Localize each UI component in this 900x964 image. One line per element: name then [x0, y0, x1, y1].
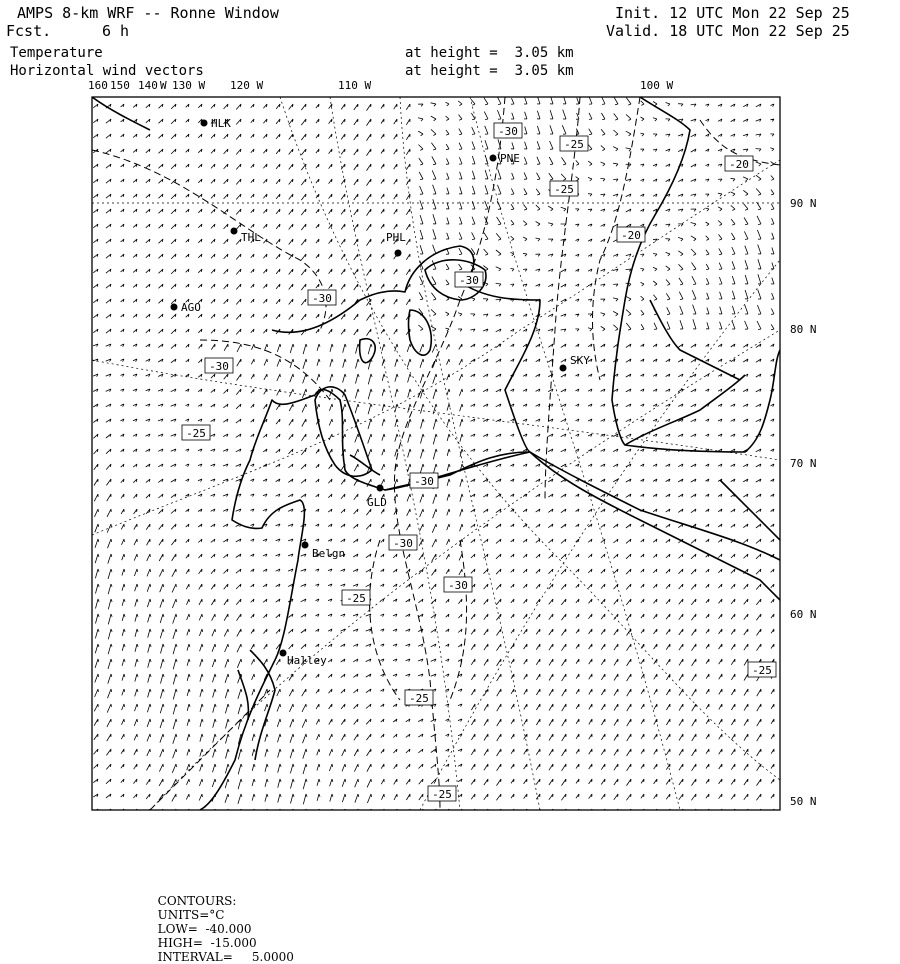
- graticule: [92, 97, 780, 810]
- contours-label: CONTOURS:: [157, 894, 237, 908]
- station-label: SKY: [570, 354, 590, 367]
- contour-label: -30: [448, 579, 468, 592]
- contour-label: -30: [209, 360, 229, 373]
- coastlines: [92, 97, 780, 810]
- height-temperature: at height = 3.05 km: [405, 45, 574, 61]
- station-label: PNE: [500, 152, 520, 165]
- contour-low: LOW= -40.000: [157, 922, 252, 936]
- map-border: [92, 97, 780, 810]
- lon-label: 130 W: [172, 79, 206, 92]
- lon-label: 160: [88, 79, 108, 92]
- longitude-labels: [88, 79, 673, 92]
- contour-label: -25: [564, 138, 584, 151]
- station-marker: [302, 542, 309, 549]
- station-label: HLK: [211, 117, 231, 130]
- contour-interval: INTERVAL= 5.0000: [157, 950, 294, 964]
- latitude-labels: [790, 197, 817, 808]
- contour-label: -30: [459, 274, 479, 287]
- contour-label: -25: [409, 692, 429, 705]
- station-label: Halley: [287, 654, 327, 667]
- contour-label: -30: [498, 125, 518, 138]
- lat-label: 50 N: [790, 795, 817, 808]
- field-temperature: Temperature: [10, 45, 103, 61]
- contour-label: -30: [414, 475, 434, 488]
- field-wind: Horizontal wind vectors: [10, 63, 204, 79]
- contour-legend: [150, 880, 300, 964]
- contour-label: -25: [346, 592, 366, 605]
- lat-label: 80 N: [790, 323, 817, 336]
- contour-label: -25: [554, 183, 574, 196]
- contour-label: -25: [186, 427, 206, 440]
- station-label: GLD: [367, 496, 387, 509]
- contour-label: -20: [729, 158, 749, 171]
- forecast-hours: 6 h: [102, 22, 130, 40]
- station-marker: [377, 485, 384, 492]
- station-marker: [171, 304, 178, 311]
- temperature-contours: [92, 97, 780, 810]
- contour-high: HIGH= -15.000: [157, 936, 257, 950]
- station-marker: [490, 155, 497, 162]
- valid-time: Valid. 18 UTC Mon 22 Sep 25: [606, 22, 850, 40]
- contour-label: -30: [312, 292, 332, 305]
- lon-label: 100 W: [640, 79, 674, 92]
- lat-label: 70 N: [790, 457, 817, 470]
- station-marker: [280, 650, 287, 657]
- contour-label: -20: [621, 229, 641, 242]
- init-time: Init. 12 UTC Mon 22 Sep 25: [615, 4, 850, 22]
- station-marker: [231, 228, 238, 235]
- model-title: AMPS 8-km WRF -- Ronne Window: [17, 4, 279, 22]
- station-label: AGO: [181, 301, 201, 314]
- contour-label: -25: [432, 788, 452, 801]
- station-marker: [201, 120, 208, 127]
- station-label: PHL: [386, 231, 406, 244]
- lat-label: 60 N: [790, 608, 817, 621]
- height-wind: at height = 3.05 km: [405, 63, 574, 79]
- station-marker: [560, 365, 567, 372]
- lon-label: W: [160, 79, 167, 92]
- station-label: THL: [241, 231, 261, 244]
- lon-label: 110 W: [338, 79, 372, 92]
- lon-label: 150: [110, 79, 130, 92]
- contour-label: -30: [393, 537, 413, 550]
- station-marker: [395, 250, 402, 257]
- forecast-label: Fcst.: [6, 22, 52, 40]
- station-label: Belgn: [312, 547, 346, 560]
- lon-label: 140: [138, 79, 158, 92]
- lon-label: 120 W: [230, 79, 264, 92]
- contour-label: -25: [752, 664, 772, 677]
- lat-label: 90 N: [790, 197, 817, 210]
- contour-units: UNITS=°C: [157, 908, 225, 922]
